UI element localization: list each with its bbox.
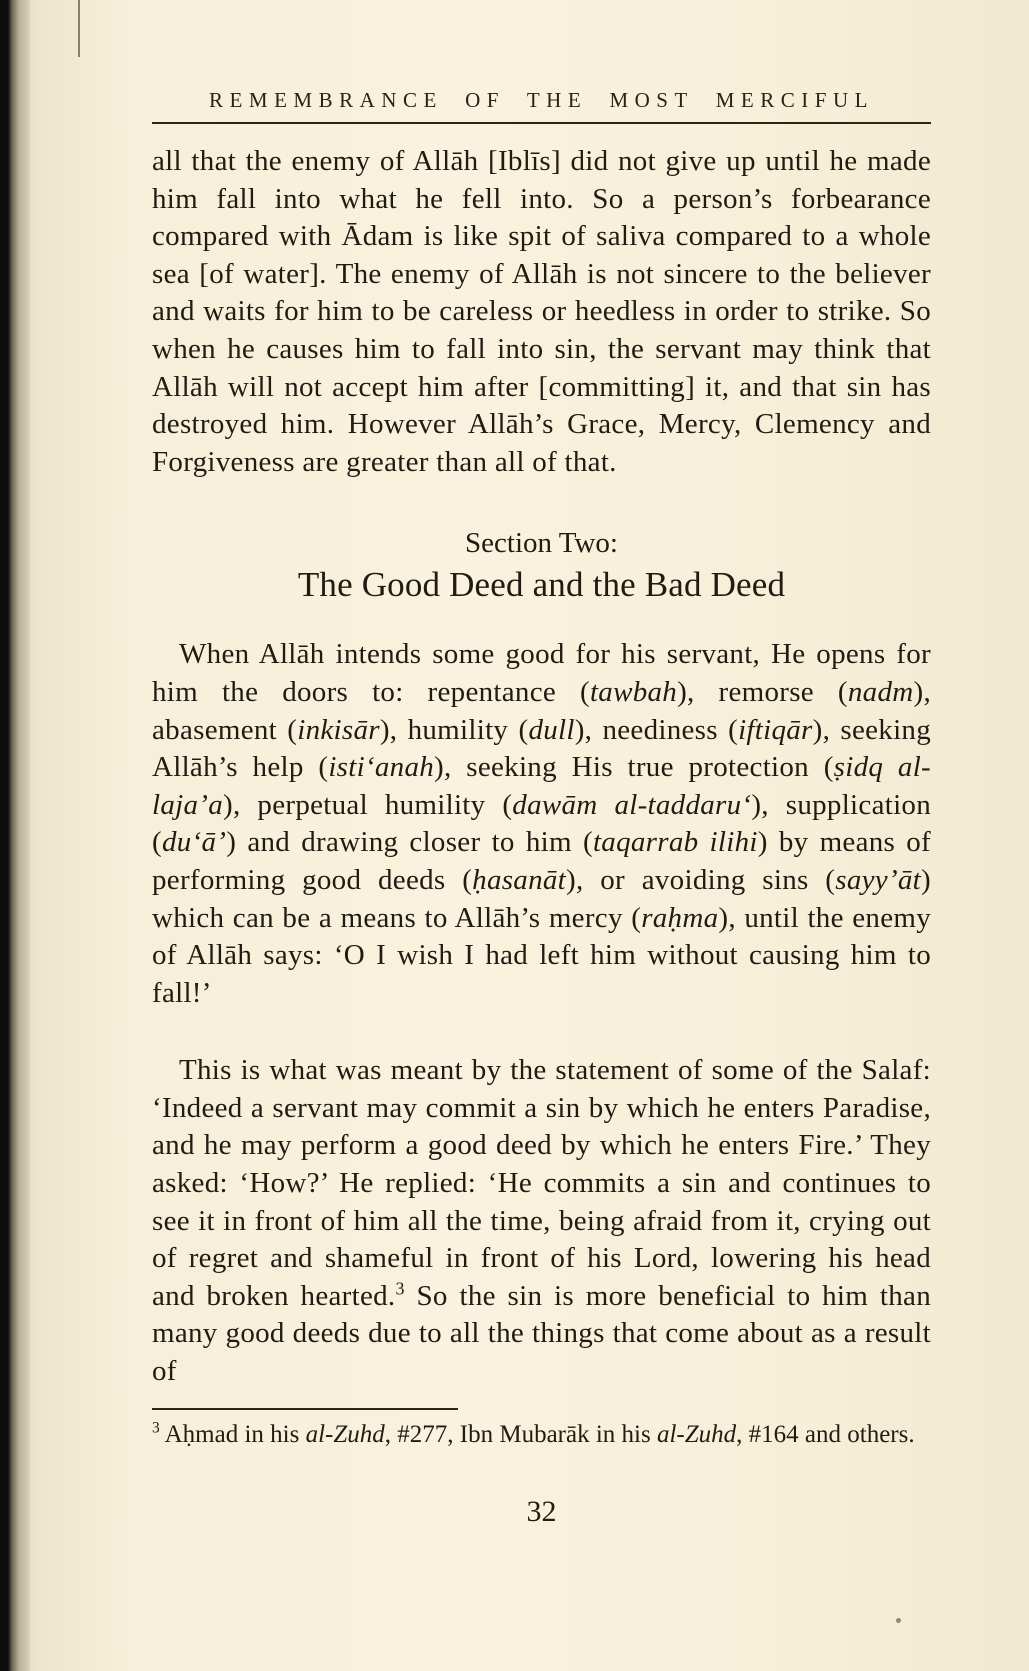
scan-speckle-artifact <box>896 1618 901 1623</box>
page-number: 32 <box>526 1494 557 1528</box>
scan-line-artifact <box>78 0 80 57</box>
footnote: $^3$ Aḥmad in his al-Zuhd, #277, Ibn Mubarāk in his al-Zuhd, #164 and others. <box>152 1419 915 1448</box>
paragraph-continuation: all that the enemy of Allāh [Iblīs] did not give up until he made him fall into what he fell into. So a person’s forbearance compared with Ādam is like spit of saliva compared to a whole sea [of water]. The enemy of Allāh is not sincere to the believer and waits for him to be careless or heedless in order to strike. So when he causes him to fall into sin, the servant may think that Allāh will not accept him after [committing] it, and that sin has destroyed him. However Allāh’s Grace, Mercy, Clemency and Forgiveness are greater than all of that. <box>152 145 931 478</box>
text-block <box>152 0 931 1529</box>
section-label: Section Two: <box>465 527 618 560</box>
spine-shadow <box>0 0 30 1671</box>
paragraph-good-deed: When Allāh intends some good for his servant, He opens for him the doors to: repentance (tawbah), remorse (nadm), abasement (inkisār), humility (dull), neediness (iftiqār), seeking Allāh’s help (isti‘anah), seeking His true protection (ṣidq al-laja’a), perpetual humility (dawām al-taddaru‘), supplication (du‘ā’) and drawing closer to him (taqarrab ilihi) by means of performing good deeds (ḥasanāt), or avoiding sins (sayy’āt) which can be a means to Allāh’s mercy (raḥma), until the enemy of Allāh says: ‘O I wish I had left him without causing him to fall!’ <box>152 638 932 1009</box>
section-title: The Good Deed and the Bad Deed <box>297 565 786 605</box>
footnote-rule <box>152 1408 458 1410</box>
header-rule <box>152 122 931 124</box>
paragraph-salaf-statement: This is what was meant by the statement of some of the Salaf: ‘Indeed a servant may commit a sin by which he enters Paradise, and he may perform a good deed by which he enters Fire.’ They asked: ‘How?’ He replied: ‘He commits a sin and continues to see it in front of him all the time, being afraid from it, crying out of regret and shameful in front of his Lord, lowering his head and broken hearted.$^3$ So the sin is more beneficial to him than many good deeds due to all the things that come about as a result of <box>152 1054 931 1388</box>
running-header: REMEMBRANCE OF THE MOST MERCIFUL <box>209 88 874 112</box>
